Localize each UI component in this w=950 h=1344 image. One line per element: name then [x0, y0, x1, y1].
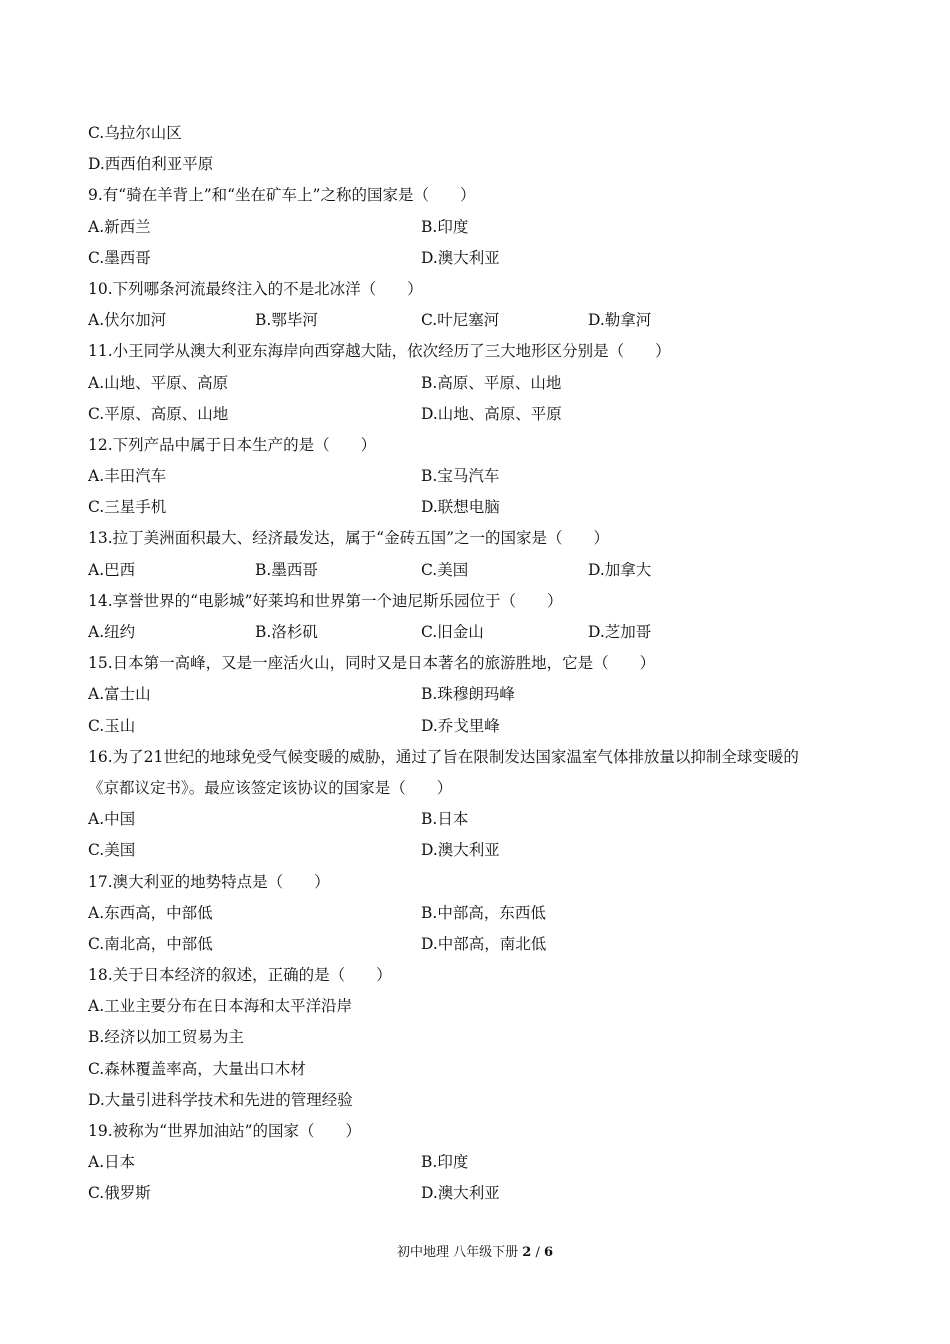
option-b: B.宝马汽车 [421, 467, 500, 486]
option-d: D.中部高，南北低 [421, 934, 547, 953]
option-d: D.芝加哥 [588, 623, 652, 641]
question-stem: 18.关于日本经济的叙述，正确的是（ ） [88, 966, 392, 985]
question-stem: 19.被称为“世界加油站”的国家（ ） [88, 1122, 361, 1140]
option-line [88, 1022, 878, 1053]
option-a: A.工业主要分布在日本海和太平洋沿岸 [88, 997, 353, 1016]
option-c: C.俄罗斯 [88, 1184, 151, 1203]
page-footer [0, 1243, 950, 1263]
option-line [88, 399, 878, 430]
option-line [88, 1178, 878, 1209]
question-stem: 9.有“骑在羊背上”和“坐在矿车上”之称的国家是（ ） [88, 186, 476, 205]
option-line [88, 305, 878, 336]
question-list [88, 118, 878, 1210]
option-line [88, 118, 878, 149]
option-c: C.森林覆盖率高，大量出口木材 [88, 1059, 306, 1078]
option-a: A.新西兰 [88, 217, 151, 236]
question-stem: 16.为了21世纪的地球免受气候变暖的威胁，通过了旨在限制发达国家温室气体排放量以抑制全球变暖的 [88, 747, 799, 766]
option-c: C.美国 [421, 560, 469, 579]
option-d: D.勒拿河 [588, 311, 652, 330]
option-line [88, 243, 878, 274]
question-stem: 14.享誉世界的“电影城”好莱坞和世界第一个迪尼斯乐园位于（ ） [88, 591, 563, 610]
option-c: C.三星手机 [88, 498, 167, 517]
option-line [88, 991, 878, 1022]
option-line [88, 555, 878, 586]
option-d: D.西西伯利亚平原 [88, 155, 214, 174]
page-separator: / [535, 1245, 540, 1260]
option-b: B.日本 [421, 810, 469, 829]
option-line [88, 711, 878, 742]
option-b: B.经济以加工贸易为主 [88, 1028, 244, 1047]
page-number: 2 [522, 1245, 532, 1260]
option-d: D.加拿大 [588, 560, 652, 579]
option-d: D.大量引进科学技术和先进的管理经验 [88, 1090, 353, 1109]
option-line [88, 617, 878, 648]
option-b: B.中部高，东西低 [421, 903, 546, 922]
option-line [88, 149, 878, 180]
option-d: D.澳大利亚 [421, 841, 500, 860]
option-a: A.中国 [88, 810, 136, 829]
question-stem: 11.小王同学从澳大利亚东海岸向西穿越大陆，依次经历了三大地形区分别是（ ） [88, 342, 671, 361]
option-line [88, 1054, 878, 1085]
option-b: B.墨西哥 [255, 560, 318, 579]
option-c: C.旧金山 [421, 623, 484, 641]
page-total: 6 [543, 1245, 554, 1260]
option-b: B.印度 [421, 217, 469, 236]
option-a: A.巴西 [88, 560, 136, 579]
question-stem: 15.日本第一高峰，又是一座活火山，同时又是日本著名的旅游胜地，它是（ ） [88, 654, 656, 673]
option-b: B.鄂毕河 [255, 311, 318, 330]
option-a: A.富士山 [88, 685, 151, 704]
option-c: C.墨西哥 [88, 248, 151, 267]
option-a: A.纽约 [88, 623, 136, 641]
option-a: A.丰田汽车 [88, 467, 167, 486]
option-b: B.珠穆朗玛峰 [421, 685, 515, 704]
option-line [88, 212, 878, 243]
option-d: D.澳大利亚 [421, 1184, 500, 1203]
question-stem-continued: 《京都议定书》。最应该签定该协议的国家是（ ） [88, 778, 453, 797]
option-d: D.联想电脑 [421, 498, 500, 517]
option-d: D.澳大利亚 [421, 248, 500, 267]
question-stem: 10.下列哪条河流最终注入的不是北冰洋（ ） [88, 279, 423, 298]
question-stem: 13.拉丁美洲面积最大、经济最发达，属于“金砖五国”之一的国家是（ ） [88, 529, 610, 548]
option-line [88, 835, 878, 866]
option-line [88, 804, 878, 835]
option-d: D.山地、高原、平原 [421, 404, 562, 423]
option-c: C.叶尼塞河 [421, 311, 500, 330]
option-c: C.平原、高原、山地 [88, 404, 229, 423]
option-b: B.印度 [421, 1153, 469, 1172]
option-b: B.洛杉矶 [255, 623, 318, 641]
option-line [88, 492, 878, 523]
option-line [88, 679, 878, 710]
option-a: A.伏尔加河 [88, 311, 167, 330]
option-line [88, 368, 878, 399]
option-line [88, 1147, 878, 1178]
question-stem: 12.下列产品中属于日本生产的是（ ） [88, 435, 377, 454]
option-a: A.山地、平原、高原 [88, 373, 229, 392]
question-stem: 17.澳大利亚的地势特点是（ ） [88, 872, 330, 891]
option-c: C.玉山 [88, 716, 136, 735]
option-c: C.乌拉尔山区 [88, 124, 182, 142]
option-c: C.美国 [88, 841, 136, 860]
option-line [88, 929, 878, 960]
option-c: C.南北高，中部低 [88, 934, 213, 953]
option-a: A.日本 [88, 1153, 136, 1172]
option-a: A.东西高，中部低 [88, 903, 213, 922]
footer-label: 初中地理 八年级下册 [396, 1245, 519, 1260]
option-d: D.乔戈里峰 [421, 716, 500, 735]
option-line [88, 1085, 878, 1116]
option-b: B.高原、平原、山地 [421, 373, 562, 392]
option-line [88, 898, 878, 929]
option-line [88, 461, 878, 492]
